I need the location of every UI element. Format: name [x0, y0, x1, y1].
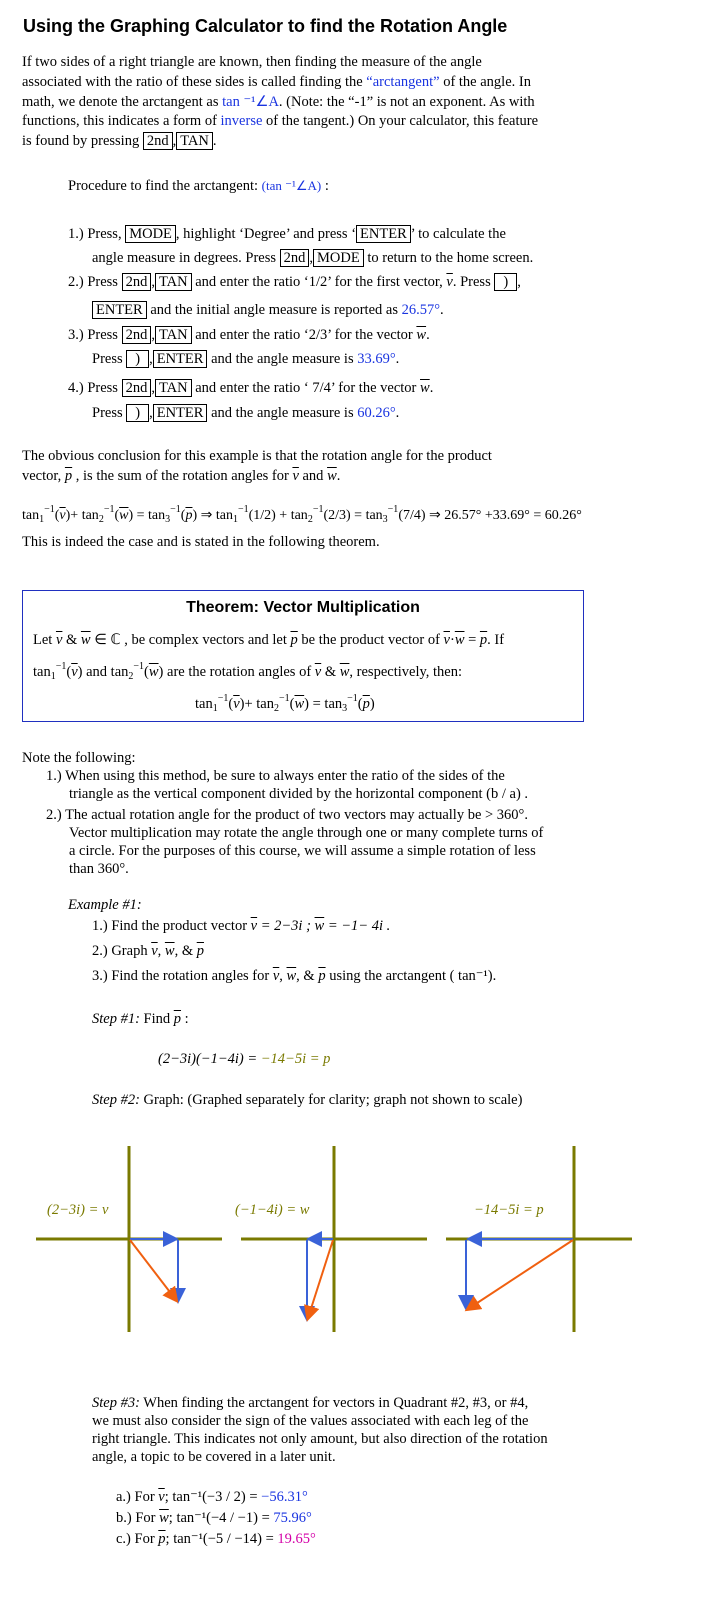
step-2-cont: ENTER and the initial angle measure is reported as 26.57°.: [92, 300, 444, 320]
intro-line: math, we denote the arctangent as tan ⁻¹∠A. (Note: the “-1” is not an exponent. As with: [22, 94, 535, 110]
step-4-cont: Press ) , ENTER and the angle measure is 60.26°.: [92, 405, 400, 421]
key-enter: ENTER: [356, 225, 411, 243]
result-a: a.) For $\overline{v}$; tan⁻¹(−3 / 2) = −56.31°: [116, 1489, 308, 1505]
procedure-heading: Procedure to find the arctangent: (tan ⁻¹∠A) :: [68, 178, 329, 194]
step-2: 2.) Press 2nd , TAN and enter the ratio ‘1/2’ for the first vector, $\overline{v}$. Press ) ,: [68, 274, 521, 290]
intro-line: If two sides of a right triangle are known, then finding the measure of the angle: [22, 54, 482, 70]
graph-p-label: −14−5i = p: [474, 1202, 544, 1218]
conclusion-line: The obvious conclusion for this example is that the rotation angle for the product: [22, 448, 492, 464]
inverse-link[interactable]: inverse: [220, 113, 263, 129]
sum-equation: $\tan_1^{-1}(\overline{v})+ \tan_2^{-1}(\overline{w}) = \tan_3^{-1}(\overline{p})$ ⇒ $\tan_1^{-1}(1/2) + \tan_2^{-1}(2/3) = \tan_3^{-1}(7/4)$ ⇒ 26.57° +33.69° = 60.26°: [22, 504, 582, 525]
note-1: 1.) When using this method, be sure to always enter the ratio of the sides of the: [46, 768, 505, 784]
intro-line: functions, this indicates a form of inverse of the tangent.) On your calculator, this feature: [22, 113, 539, 129]
note-2-cont: than 360°.: [69, 861, 129, 877]
note-2: 2.) The actual rotation angle for the product of two vectors may actually be > 360°.: [46, 807, 528, 823]
graph-p: [446, 1146, 632, 1332]
theorem-formula: $\tan_1^{-1}(\overline{v})+ \tan_2^{-1}(\overline{w}) = \tan_3^{-1}(\overline{p})$: [195, 693, 375, 714]
result-c: c.) For $\overline{p}$; tan⁻¹(−5 / −14) = 19.65°: [116, 1531, 316, 1547]
key-mode: MODE: [125, 225, 176, 243]
intro-line: is found by pressing 2nd , TAN .: [22, 133, 217, 149]
theorem-line: $\tan_1^{-1}(\overline{v})$ and $\tan_2^{-1}(\overline{w})$ are the rotation angles of $\overline{v}$ & $\overline{w}$, respectively, then:: [33, 661, 463, 682]
intro-line: associated with the ratio of these sides is called finding the “arctangent” of the angle. In: [22, 74, 531, 90]
theorem-title: Theorem: Vector Multiplication: [186, 599, 420, 616]
graph-w-label: (−1−4i) = w: [235, 1202, 310, 1218]
key-tan: TAN: [176, 132, 213, 150]
step-1: 1.) Press, MODE , highlight ‘Degree’ and press ‘ ENTER ’ to calculate the: [68, 226, 506, 242]
notes-heading: Note the following:: [22, 750, 136, 766]
example-item-3: 3.) Find the rotation angles for $\overline{v}$, $\overline{w}$, & $\overline{p}$ using the arctangent ( tan⁻¹).: [92, 968, 497, 984]
step-1-cont: angle measure in degrees. Press 2nd , MODE to return to the home screen.: [92, 250, 534, 266]
theorem-line: Let $\overline{v}$ & $\overline{w}$ ∈ ℂ , be complex vectors and let $\overline{p}$ be the product vector of $\overline{v}\cdot\overline{w} = \overline{p}$. If: [33, 632, 505, 648]
graph-v-label: (2−3i) = v: [47, 1202, 109, 1218]
example-item-2: 2.) Graph $\overline{v}$, $\overline{w}$, & $\overline{p}$: [92, 943, 204, 959]
step-3: 3.) Press 2nd , TAN and enter the ratio ‘2/3’ for the vector $\overline{w}$.: [68, 327, 430, 343]
product-equation: (2−3i)(−1−4i) = −14−5i = p: [158, 1051, 331, 1067]
example-item-1: 1.) Find the product vector $\overline{v} = 2-3i$ ; $\overline{w} = -1- 4i$ .: [92, 918, 391, 934]
note-2-cont: Vector multiplication may rotate the angle through one or many complete turns of: [69, 825, 544, 841]
step-4: 4.) Press 2nd , TAN and enter the ratio ‘ 7/4’ for the vector $\overline{w}$.: [68, 380, 434, 396]
step-1-label: Step #1: Find $\overline{p}$ :: [92, 1011, 189, 1027]
conclusion-line: vector, $\overline{p}$ , is the sum of the rotation angles for $\overline{v}$ and $\overline{w}$.: [22, 468, 341, 484]
key-2nd: 2nd: [143, 132, 173, 150]
step-3-cont: angle, a topic to be covered in a later unit.: [92, 1449, 336, 1465]
w-vector: [308, 1240, 333, 1318]
step-3-cont: right triangle. This indicates not only amount, but also direction of the rotation: [92, 1431, 548, 1447]
step-3-cont: Press ) , ENTER and the angle measure is 33.69°.: [92, 351, 400, 367]
note-2-cont: a circle. For the purposes of this course, we will assume a simple rotation of less: [69, 843, 536, 859]
step-3-cont: we must also consider the sign of the values associated with each leg of the: [92, 1413, 529, 1429]
arctangent-link[interactable]: “arctangent”: [366, 74, 440, 90]
graph-w: [241, 1146, 427, 1332]
graph-v: [36, 1146, 222, 1332]
conclusion-line: This is indeed the case and is stated in the following theorem.: [22, 534, 380, 550]
note-1-cont: triangle as the vertical component divided by the horizontal component (b / a) .: [69, 786, 529, 802]
step-3-label: Step #3: When finding the arctangent for vectors in Quadrant #2, #3, or #4,: [92, 1395, 529, 1411]
step-2-label: Step #2: Graph: (Graphed separately for clarity; graph not shown to scale): [92, 1092, 523, 1108]
page-title: Using the Graphing Calculator to find the Rotation Angle: [23, 16, 508, 36]
example-heading: Example #1:: [68, 897, 142, 913]
v-vector: [130, 1240, 176, 1300]
result-b: b.) For $\overline{w}$; tan⁻¹(−4 / −1) = 75.96°: [116, 1510, 312, 1526]
p-vector: [468, 1240, 573, 1309]
